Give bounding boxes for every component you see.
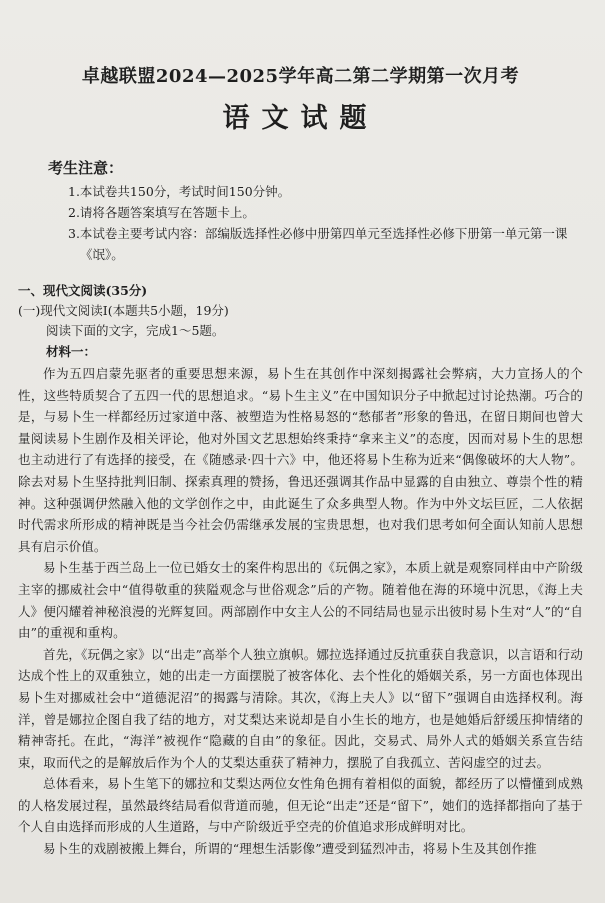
paragraph: 首先，《玩偶之家》以“出走”高举个人独立旗帜。娜拉选择通过反抗重获自我意识，以言语和行动达成个性上的双重独立，她的出走一方面摆脱了被客体化、去个性化的婚姻关系，另一方面也体现出易卜生对挪威社会中“道德泥沼”的揭露与清除。其次，《海上夫人》以“留下”强调自由选择权利。海洋，曾是娜拉企图自我了结的地方，对艾梨达来说却是自小生长的地方，也是她婚后舒缓压抑情绪的精神寄托。在此，“海洋”被视作“隐藏的自由”的象征。因此，交易式、局外人式的婚姻关系宣告结束，取而代之的是解放后作为个人的艾梨达重获了精神力，摆脱了自我孤立、苦闷虚空的过去。 — [18, 646, 583, 770]
instruction: 阅读下面的文字，完成1～5题。 — [46, 323, 225, 338]
notice-list — [68, 181, 583, 265]
paragraph: 总体看来，易卜生笔下的娜拉和艾梨达两位女性角色拥有着相似的面貌，都经历了以懵懂到成熟的人格发展过程，虽然最终结局看似背道而驰，但无论“出走”还是“留下”，她们的选择都指向了基于个人自由选择而形成的人生道路，与中产阶级近乎空壳的价值追求形成鲜明对比。 — [18, 776, 583, 835]
notice-item: 1.本试卷共150分，考试时间150分钟。 — [68, 184, 291, 199]
notice-item: 3.本试卷主要考试内容：部编版选择性必修中册第四单元至选择性必修下册第一单元第一课《氓》。 — [68, 226, 568, 262]
subject-title: 语文试题 — [222, 103, 379, 134]
paragraph: 作为五四启蒙先驱者的重要思想来源，易卜生在其创作中深刻揭露社会弊病，大力宣扬人的个性，这些特质契合了五四一代的思想追求。“易卜生主义”在中国知识分子中掀起过讨论热潮。巧合的是，与易卜生一样都经历过家道中落、被塑造为性格易怒的“愁郁者”形象的鲁迅，在留日期间也曾大量阅读易卜生剧作及相关评论，他对外国文艺思想始终秉持“拿来主义”的态度，因而对易卜生的思想也主动进行了有选择的接受，在《随感录·四十六》中，他还将易卜生称为近来“偶像破坏的大人物”。除去对易卜生坚持批判旧制、探索真理的赞扬，鲁迅还强调其作品中显露的自由独立、尊崇个性的精神。这种强调伊然融入他的文学创作之中，由此诞生了众多典型人物。作为中外文坛巨匠，二人依据时代需求所形成的精神既是当今社会仍需继承发展的宝贵思想，也对我们思考如何全面认知前人思想具有启示价值。 — [18, 366, 583, 554]
notice-item: 2.请将各题答案填写在答题卡上。 — [68, 205, 255, 220]
article-body — [18, 363, 583, 860]
paragraph: 易卜生的戏剧被搬上舞台，所谓的“理想生活影像”遭受到猛烈冲击，将易卜生及其创作推 — [43, 841, 537, 857]
part-title: 一、现代文阅读(35分) — [18, 283, 148, 298]
exam-title: 卓越联盟2024—2025学年高二第二学期第一次月考 — [81, 66, 520, 87]
subpart-title: (一)现代文阅读Ⅰ(本题共5小题，19分) — [18, 303, 229, 318]
paragraph: 易卜生基于西兰岛上一位已婚女士的案件构思出的《玩偶之家》，本质上就是观察同样由中产阶级主宰的挪威社会中“值得敬重的狭隘观念与世俗观念”后的产物。随着他在海的环境中沉思，《海上夫人》便闪耀着神秘浪漫的光辉复回。两部剧作中女主人公的不同结局也显示出彼时易卜生对“人”的“自由”的重视和重构。 — [18, 560, 583, 641]
notice-block — [18, 157, 583, 265]
notice-heading: 考生注意： — [48, 159, 124, 177]
material-label: 材料一： — [46, 344, 97, 359]
